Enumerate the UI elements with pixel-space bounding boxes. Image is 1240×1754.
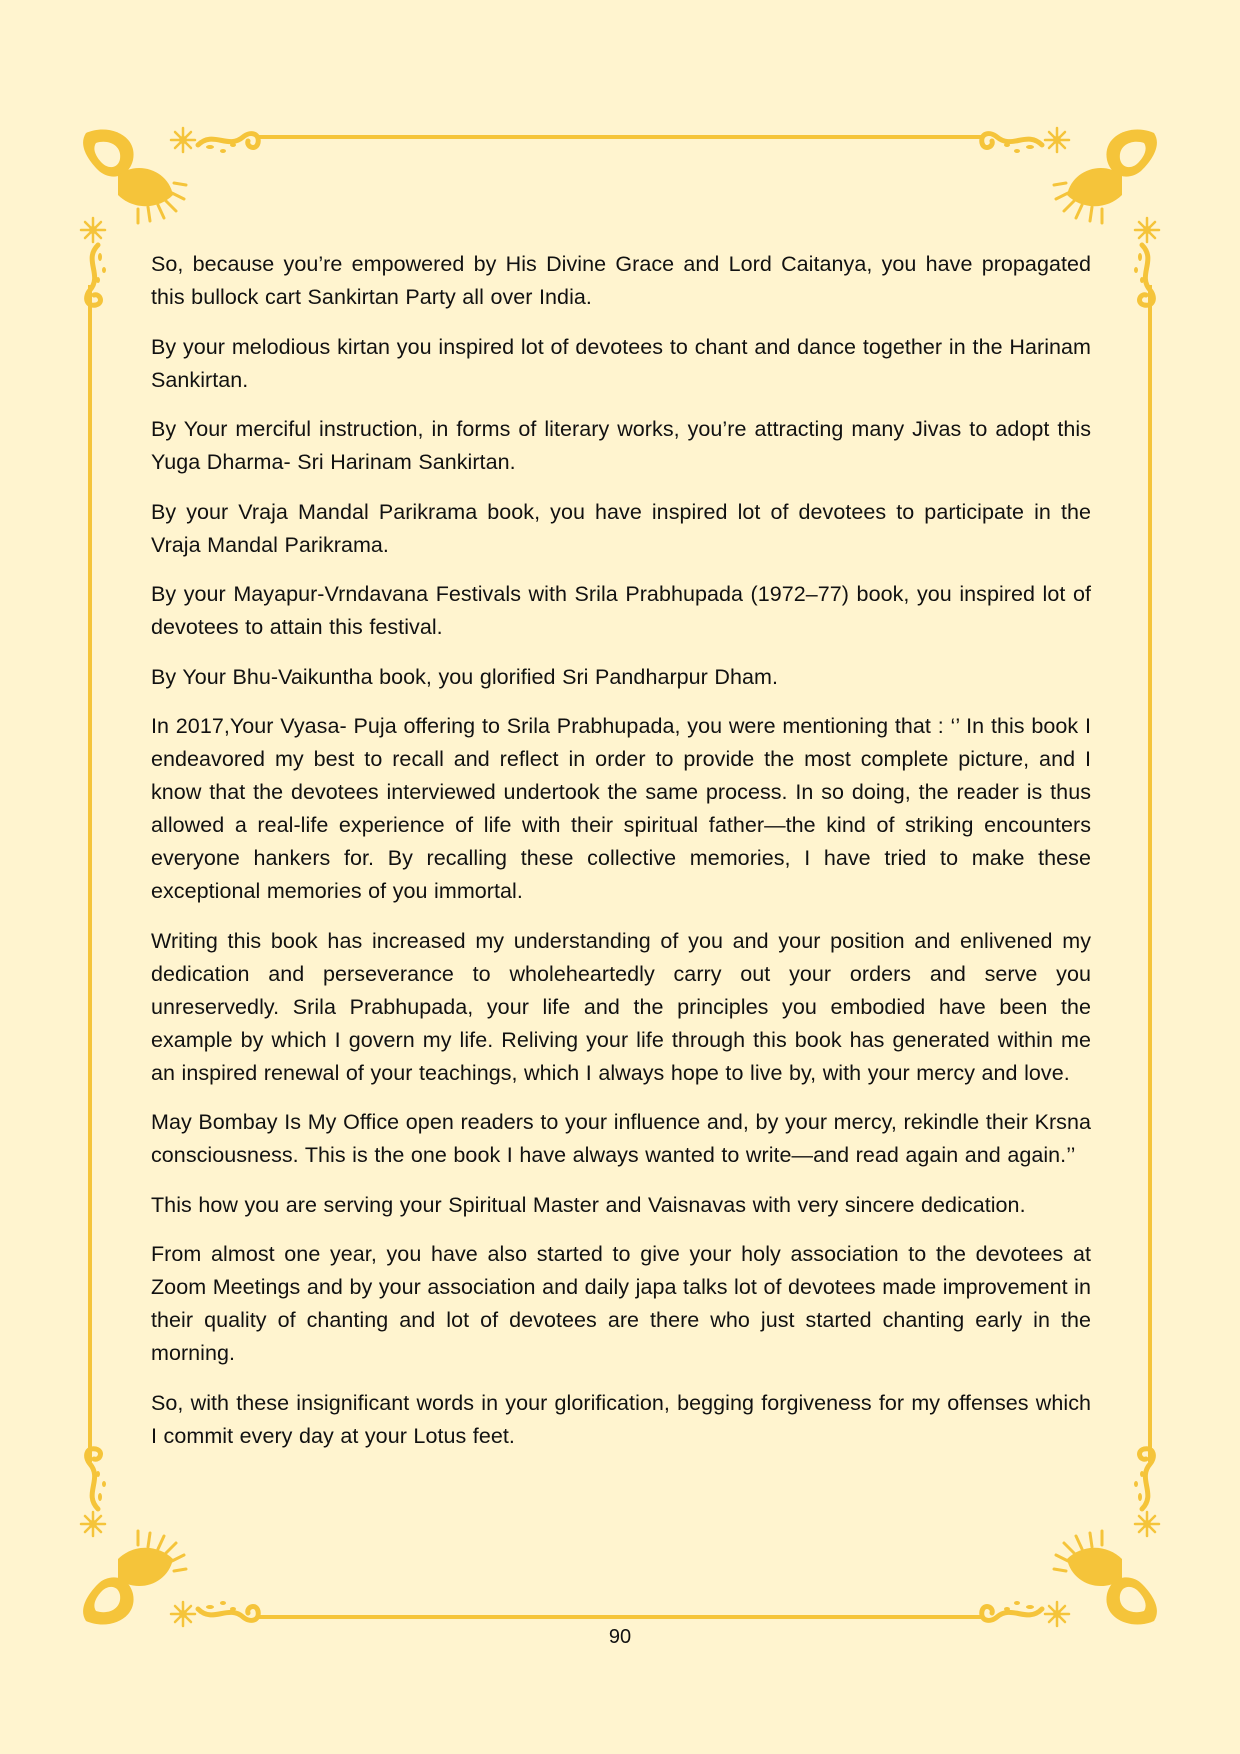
page-number: 90 [608, 1626, 632, 1648]
paragraph: By Your Bhu-Vaikuntha book, you glorified Sri Pandharpur Dham. [151, 664, 778, 689]
paragraph: This how you are serving your Spiritual Master and Vaisnavas with very sincere dedication. [151, 1192, 1026, 1217]
paragraph: By Your merciful instruction, in forms of literary works, you’re attracting many Jivas to adopt this Yuga Dharma- Sri Harinam Sankirtan. [151, 417, 1091, 474]
paragraph: By your Mayapur-Vrndavana Festivals with Srila Prabhupada (1972–77) book, you inspired lot of devotees to attain this festival. [151, 582, 1091, 639]
page-body [151, 248, 1091, 1469]
paragraph: May Bombay Is My Office open readers to your influence and, by your mercy, rekindle their Krsna consciousness. This is the one book I have always wanted to write—and read again and again.’’ [151, 1110, 1091, 1167]
paragraph: By your melodious kirtan you inspired lot of devotees to chant and dance together in the Harinam Sankirtan. [151, 334, 1091, 392]
paragraph: In 2017,Your Vyasa- Puja offering to Srila Prabhupada, you were mentioning that : ‘’ In this book I endeavored my best to recall and reflect in order to provide the most complete picture, and I know that the devotees interviewed undertook the same process. In so doing, the reader is thus allowed a real-life experience of life with their spiritual father—the kind of striking encounters everyone hankers for. By recalling these collective memories, I have tried to make these exceptional memories of you immortal. [151, 714, 1091, 903]
paragraph: Writing this book has increased my understanding of you and your position and enlivened my dedication and perseverance to wholeheartedly carry out your orders and serve you unreservedly. Srila Prabhupada, your life and the principles you embodied have been the example by which I govern my life. Reliving your life through this book has generated within me an inspired renewal of your teachings, which I always hope to live by, with your mercy and love. [151, 928, 1091, 1085]
paragraph: From almost one year, you have also started to give your holy association to the devotees at Zoom Meetings and by your association and daily japa talks lot of devotees made improvement in their quality of chanting and lot of devotees are there who just started chanting early in the morning. [151, 1242, 1091, 1365]
corner-ornament-bottom-left-icon [81, 1449, 258, 1626]
corner-ornament-bottom-right-icon [982, 1449, 1159, 1626]
paragraph: So, with these insignificant words in your glorification, begging forgiveness for my offenses which I commit every day at your Lotus feet. [151, 1390, 1091, 1448]
paragraph: By your Vraja Mandal Parikrama book, you have inspired lot of devotees to participate in the Vraja Mandal Parikrama. [151, 499, 1091, 557]
paragraph: So, because you’re empowered by His Divine Grace and Lord Caitanya, you have propagated this bullock cart Sankirtan Party all over India. [151, 252, 1091, 309]
